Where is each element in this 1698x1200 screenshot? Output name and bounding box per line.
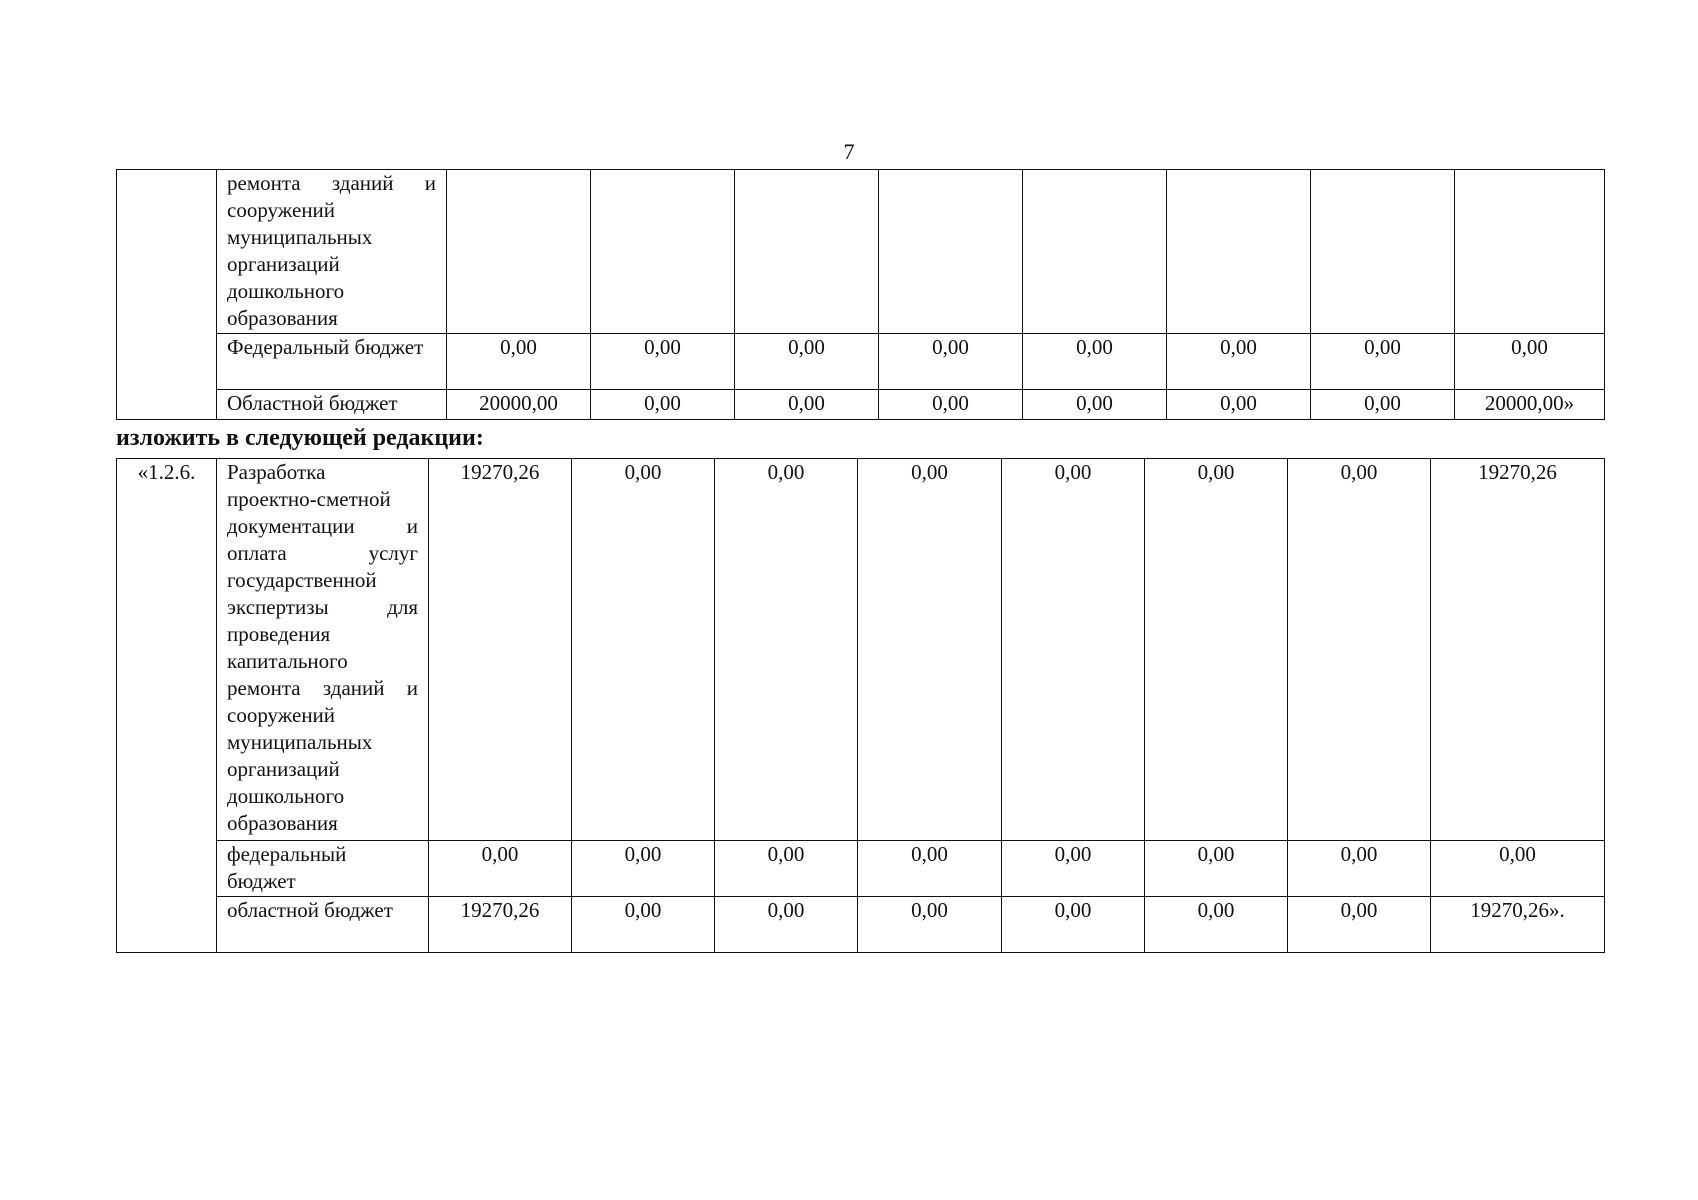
- value-cell: 0,00: [1145, 459, 1288, 841]
- value-cell: 0,00: [858, 841, 1002, 897]
- value-cell: 20000,00»: [1455, 390, 1605, 420]
- item-number-cell: [117, 170, 217, 420]
- table-row: [117, 897, 1605, 953]
- description-line: организаций: [227, 252, 340, 276]
- description-cell: [217, 459, 429, 841]
- description-line: Разработка: [227, 460, 326, 484]
- value-cell: 0,00: [591, 390, 735, 420]
- description-line: документации и: [227, 514, 418, 538]
- page-number: 7: [843, 139, 855, 164]
- budget-label: Областной бюджет: [217, 390, 447, 420]
- description-line: проведения: [227, 622, 331, 646]
- description-cell: [217, 170, 447, 334]
- value-cell: [591, 170, 735, 334]
- value-cell: 0,00: [1167, 390, 1311, 420]
- value-cell: 0,00: [735, 390, 879, 420]
- value-cell: 0,00: [1288, 459, 1431, 841]
- description-line: муниципальных: [227, 225, 373, 249]
- value-cell: 0,00: [447, 334, 591, 390]
- value-cell: 19270,26: [429, 459, 572, 841]
- new-edition-table: [116, 458, 1605, 953]
- value-cell: 0,00: [858, 897, 1002, 953]
- value-cell: 0,00: [715, 459, 858, 841]
- description-line: организаций: [227, 757, 340, 781]
- value-cell: [447, 170, 591, 334]
- value-cell: 0,00: [715, 897, 858, 953]
- description-line: государственной: [227, 568, 377, 592]
- value-cell: 0,00: [879, 390, 1023, 420]
- description-line: сооружений: [227, 703, 336, 727]
- value-cell: 19270,26: [1431, 459, 1605, 841]
- description-line: ремонта зданий и: [227, 676, 418, 700]
- description-line: экспертизы для: [227, 595, 418, 619]
- budget-label: областной бюджет: [217, 897, 429, 953]
- value-cell: 0,00: [429, 841, 572, 897]
- description-line: ремонта зданий и: [227, 171, 436, 195]
- budget-label: федеральный бюджет: [217, 841, 429, 897]
- value-cell: 0,00: [1023, 390, 1167, 420]
- intro-text: изложить в следующей редакции:: [116, 425, 484, 451]
- value-cell: 0,00: [1431, 841, 1605, 897]
- value-cell: 0,00: [572, 459, 715, 841]
- table-row: [117, 841, 1605, 897]
- value-cell: 0,00: [1002, 459, 1145, 841]
- description-line: образования: [227, 306, 338, 330]
- value-cell: 0,00: [1288, 841, 1431, 897]
- value-cell: [1167, 170, 1311, 334]
- description-line: дошкольного: [227, 784, 345, 808]
- value-cell: 0,00: [572, 841, 715, 897]
- description-line: муниципальных: [227, 730, 373, 754]
- description-line: оплата услуг: [227, 541, 418, 565]
- description-line: капитального: [227, 649, 348, 673]
- table-row: [117, 170, 1605, 334]
- value-cell: 0,00: [735, 334, 879, 390]
- value-cell: [1311, 170, 1455, 334]
- value-cell: 0,00: [1145, 897, 1288, 953]
- value-cell: 0,00: [879, 334, 1023, 390]
- value-cell: [879, 170, 1023, 334]
- value-cell: 20000,00: [447, 390, 591, 420]
- value-cell: 0,00: [572, 897, 715, 953]
- description-line: сооружений: [227, 198, 336, 222]
- value-cell: 19270,26».: [1431, 897, 1605, 953]
- description-line: дошкольного: [227, 279, 345, 303]
- description-line: проектно-сметной: [227, 487, 391, 511]
- value-cell: 19270,26: [429, 897, 572, 953]
- value-cell: 0,00: [1145, 841, 1288, 897]
- value-cell: 0,00: [1023, 334, 1167, 390]
- value-cell: 0,00: [1288, 897, 1431, 953]
- previous-table: [116, 169, 1605, 420]
- table-row: [117, 334, 1605, 390]
- value-cell: 0,00: [858, 459, 1002, 841]
- value-cell: 0,00: [1167, 334, 1311, 390]
- value-cell: [735, 170, 879, 334]
- value-cell: [1023, 170, 1167, 334]
- table-row: [117, 459, 1605, 841]
- item-number-cell: «1.2.6.: [117, 459, 217, 953]
- value-cell: 0,00: [1455, 334, 1605, 390]
- description-line: образования: [227, 811, 338, 835]
- value-cell: 0,00: [1002, 897, 1145, 953]
- value-cell: 0,00: [715, 841, 858, 897]
- value-cell: 0,00: [1311, 390, 1455, 420]
- value-cell: 0,00: [591, 334, 735, 390]
- value-cell: [1455, 170, 1605, 334]
- value-cell: 0,00: [1002, 841, 1145, 897]
- value-cell: 0,00: [1311, 334, 1455, 390]
- budget-label: Федеральный бюджет: [217, 334, 447, 390]
- table-row: [117, 390, 1605, 420]
